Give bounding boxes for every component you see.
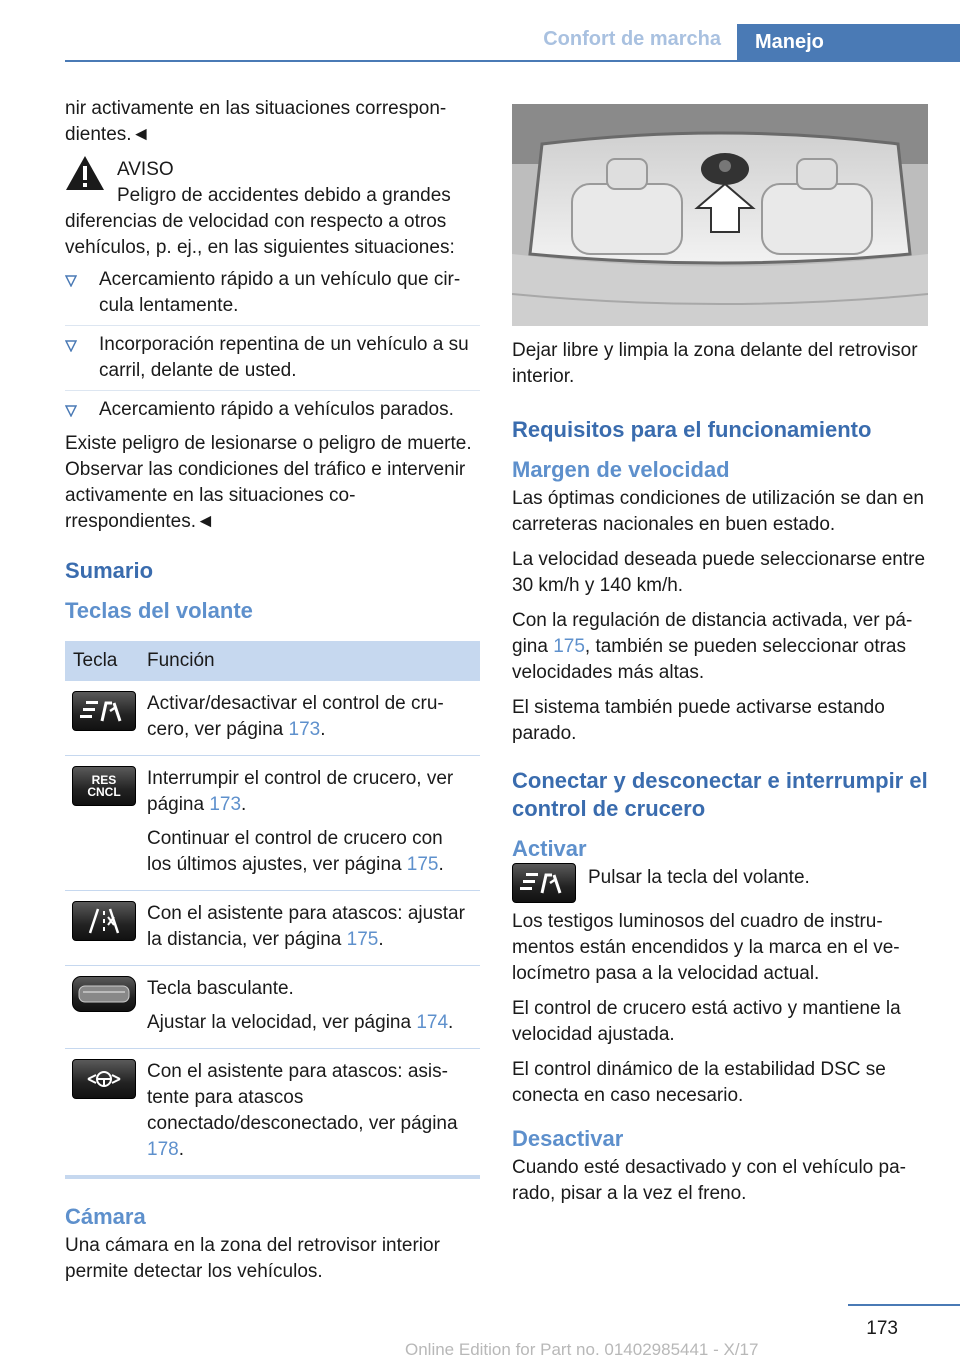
- warning-list: [65, 267, 480, 429]
- margen-text-1: Las óptimas condiciones de utilización se dan en carreteras nacionales en buen estado.: [512, 488, 924, 535]
- warning-block: [65, 157, 480, 183]
- list-item: Acercamiento rápido a un vehículo que circula lentamente.: [65, 267, 480, 326]
- sumario-heading: Sumario: [65, 558, 154, 583]
- conectar-heading: Conectar y desconectar e interrumpir el control de crucero: [512, 768, 928, 821]
- cruise-control-key-icon: [72, 691, 136, 731]
- table-row: [65, 966, 480, 1049]
- distance-key-icon: [72, 901, 136, 941]
- list-item: Incorporación repentina de un vehículo a su carril, delante de usted.: [65, 332, 480, 391]
- cell-text: Activar/desactivar el control de crucero, ver página 173.: [147, 693, 444, 740]
- camara-text: Una cámara en la zona del retrovisor interior permite detectar los vehículos.: [65, 1235, 440, 1282]
- photo-caption: Dejar libre y limpia la zona delante del retrovisor interior.: [512, 340, 918, 387]
- footer-rule: [848, 1304, 960, 1306]
- page-header: [0, 0, 960, 62]
- cell-text: Tecla basculante.: [147, 978, 294, 999]
- bullet-triangle-icon: [65, 340, 77, 352]
- activar-heading: Activar: [512, 836, 587, 861]
- page-link[interactable]: 175: [346, 929, 379, 950]
- page-link[interactable]: 173: [288, 719, 321, 740]
- cell-text: Ajustar la velocidad, ver página 174.: [147, 1012, 454, 1033]
- margen-text-2: La velocidad deseada puede seleccionarse entre 30 km/h y 140 km/h.: [512, 549, 926, 596]
- col-header-funcion: Función: [141, 641, 480, 681]
- bullet-triangle-icon: [65, 275, 77, 287]
- teclas-heading: Teclas del volante: [65, 598, 253, 623]
- list-item: Acercamiento rápido a vehículos parados.: [65, 397, 480, 429]
- page-number: 173: [866, 1318, 898, 1339]
- page-link[interactable]: 175: [406, 854, 439, 875]
- page-link[interactable]: 178: [147, 1139, 179, 1160]
- warning-after-text: Existe peligro de lesionarse o peligro de muerte. Observar las condiciones del tráfico e intervenir activamente en las situaciones correspondientes.◄: [65, 433, 472, 532]
- requisitos-heading: Requisitos para el funcionamiento: [512, 417, 872, 442]
- cell-text: Con el asistente para atascos: asistente para atascos conectado/desconectado, ver página 178.: [147, 1061, 458, 1160]
- table-row: [65, 1049, 480, 1178]
- desactivar-text-1: Cuando esté desactivado y con el vehículo parado, pisar a la vez el freno.: [512, 1157, 906, 1204]
- header-section-title: Confort de marcha: [543, 28, 721, 50]
- cell-text: Interrumpir el control de crucero, ver página 173.: [147, 768, 454, 815]
- activar-key-text: Pulsar la tecla del volante.: [588, 867, 810, 888]
- traffic-jam-assistant-key-icon: [72, 1059, 136, 1099]
- activar-text-2: El control de crucero está activo y mantiene la velocidad ajustada.: [512, 998, 901, 1045]
- table-row: [65, 681, 480, 756]
- warning-body: Peligro de accidentes debido a grandes diferencias de velocidad con respecto a otros vehículos, p. ej., en las siguientes situaciones:: [65, 185, 455, 258]
- header-rule: [65, 60, 960, 62]
- page-link[interactable]: 173: [209, 794, 242, 815]
- activar-text-1: Los testigos luminosos del cuadro de instrumentos están encendidos y la marca en el velocímetro pasa a la velocidad actual.: [512, 911, 900, 984]
- camara-heading: Cámara: [65, 1204, 146, 1229]
- desactivar-heading: Desactivar: [512, 1126, 624, 1151]
- bullet-triangle-icon: [65, 405, 77, 417]
- margen-text-3: Con la regulación de distancia activada, ver página 175, también se pueden seleccionar otras velocidades más altas.: [512, 610, 913, 683]
- table-row: [65, 756, 480, 891]
- page-link[interactable]: 175: [553, 636, 585, 657]
- right-column: [512, 104, 928, 1216]
- page-link[interactable]: 174: [416, 1012, 449, 1033]
- activar-key-row: [512, 865, 928, 909]
- table-row: [65, 891, 480, 966]
- steering-keys-table: [65, 641, 480, 1179]
- rearview-camera-photo: [512, 104, 928, 326]
- col-header-tecla: Tecla: [65, 641, 141, 681]
- activar-text-3: El control dinámico de la estabilidad DSC se conecta en caso necesario.: [512, 1059, 886, 1106]
- header-chapter-tab: Manejo: [737, 24, 960, 62]
- margen-text-4: El sistema también puede activarse estando parado.: [512, 697, 885, 744]
- cell-text: Con el asistente para atascos: ajustar la distancia, ver página 175.: [147, 903, 465, 950]
- cruise-control-key-icon: [512, 863, 576, 903]
- rocker-switch-icon: [72, 976, 136, 1012]
- warning-triangle-icon: [65, 155, 105, 191]
- res-cncl-key-icon: RES CNCL: [72, 766, 136, 806]
- margen-heading: Margen de velocidad: [512, 457, 730, 482]
- cell-text: Continuar el control de crucero con los últimos ajustes, ver página 175.: [147, 828, 444, 875]
- left-column: [65, 96, 480, 1294]
- edition-note: Online Edition for Part no. 01402985441 - X/17: [405, 1340, 759, 1359]
- warning-title: AVISO: [117, 159, 174, 180]
- intro-text: nir activamente en las situaciones correspondientes.◄: [65, 98, 447, 145]
